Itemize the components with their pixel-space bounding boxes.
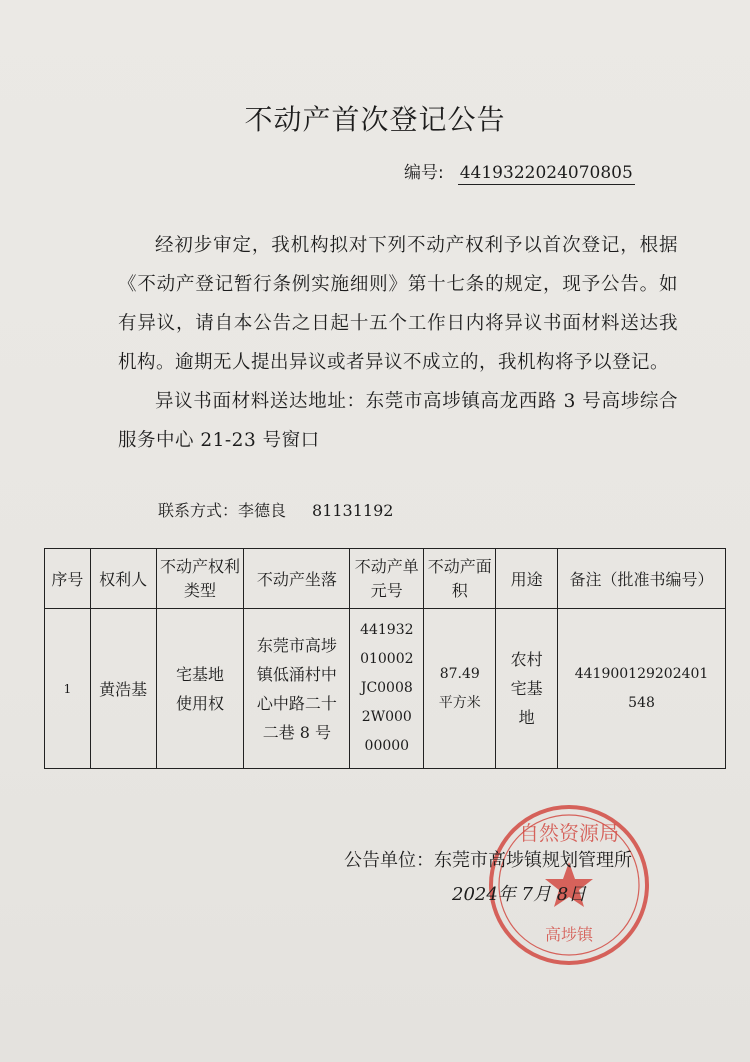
cell-usage: 农村宅基地 <box>496 609 558 769</box>
document-number-label: 编号: <box>404 163 444 183</box>
contact-info <box>158 498 393 521</box>
cell-index: 1 <box>45 609 91 769</box>
document-number-value: 4419322024070805 <box>459 163 633 183</box>
cell-owner: 黄浩基 <box>90 609 156 769</box>
announcing-unit: 公告单位：东莞市高埗镇规划管理所 <box>344 850 632 871</box>
cell-right-type: 宅基地使用权 <box>156 609 244 769</box>
table-header-row <box>45 549 726 609</box>
registration-table <box>44 548 726 769</box>
objection-address-paragraph: 异议书面材料送达地址：东莞市高埗镇高龙西路 3 号高埗综合服务中心 21-23 号窗口 <box>118 391 678 451</box>
header-area: 不动产面积 <box>424 549 496 609</box>
page-title: 不动产首次登记公告 <box>244 103 506 136</box>
cell-unit-no: 441932010002JC00082W00000000 <box>350 609 424 769</box>
table-row <box>45 609 726 769</box>
header-usage: 用途 <box>496 549 558 609</box>
document-number <box>404 158 635 185</box>
header-remark: 备注（批准书编号） <box>558 549 726 609</box>
announcement-paragraph: 经初步审定，我机构拟对下列不动产权利予以首次登记，根据《不动产登记暂行条例实施细则》第十七条的规定，现予公告。如有异议，请自本公告之日起十五个工作日内将异议书面材料送达我机构。逾期无人提出异议或者异议不成立的，我机构将予以登记。 <box>118 235 678 373</box>
contact-phone: 81131192 <box>312 501 394 520</box>
header-location: 不动产坐落 <box>244 549 350 609</box>
announcement-body <box>118 226 678 460</box>
header-unit-no: 不动产单元号 <box>350 549 424 609</box>
header-index: 序号 <box>45 549 91 609</box>
seal-top-text: 自然资源局 <box>519 821 619 845</box>
contact-label: 联系方式：李德良 <box>158 501 287 520</box>
cell-remark: 441900129202401548 <box>558 609 726 769</box>
header-owner: 权利人 <box>90 549 156 609</box>
announcement-date: 2024年 7月 8日 <box>452 884 587 905</box>
header-right-type: 不动产权利类型 <box>156 549 244 609</box>
cell-area: 87.49平方米 <box>424 609 496 769</box>
cell-location: 东莞市高埗镇低涌村中心中路二十二巷 8 号 <box>244 609 350 769</box>
seal-bottom-text: 高埗镇 <box>544 925 594 944</box>
